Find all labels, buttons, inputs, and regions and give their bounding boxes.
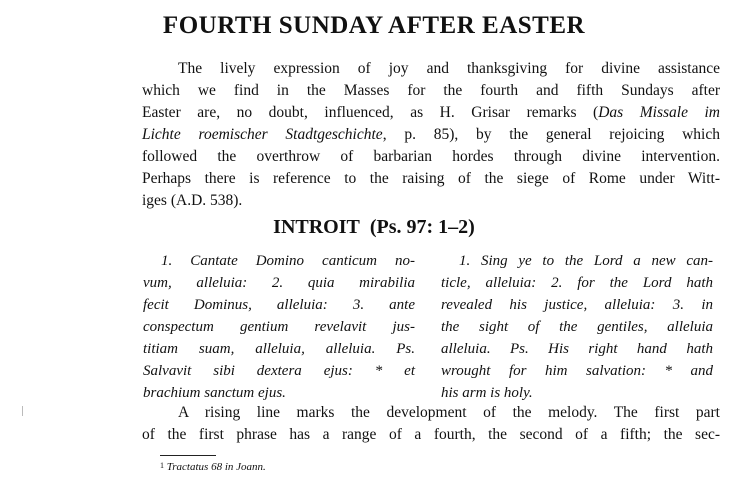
english-text-column [441,250,713,404]
book-title-italic: Lichte roemischer Stadtgeschichte [142,126,383,143]
footnote-rule [160,455,216,456]
english-line: ticle, alleluia: 2. for the Lord hath [441,275,713,291]
intro-line: followed the overthrow of barbarian hordes through divine intervention. [142,148,720,165]
footnote-marker: 1 [160,461,164,470]
footnote-text: Tractatus 68 in Joann. [166,461,266,473]
footnote [160,461,266,473]
english-line: alleluia. Ps. His right hand hath [441,341,713,357]
latin-text-column [143,250,415,404]
intro-line: iges (A.D. 538). [142,192,243,209]
latin-line: Salvavit sibi dextera ejus: * et [143,363,415,379]
body-line: of the first phrase has a range of a fourth, the second of a fifth; the sec- [142,426,720,443]
intro-line: which we find in the Masses for the fourth and fifth Sundays after [142,82,720,99]
latin-line: brachium sanctum ejus. [143,385,286,401]
intro-paragraph [142,58,720,212]
introit-heading: INTROIT (Ps. 97: 1–2) [273,216,475,238]
latin-line: fecit Dominus, alleluia: 3. ante [143,297,415,313]
body-line: A rising line marks the development of the melody. The first part [178,404,720,421]
intro-line: The lively expression of joy and thanksgiving for divine assistance [178,60,720,77]
latin-line: 1. Cantate Domino canticum no- [161,253,415,269]
english-line: the sight of the gentiles, alleluia [441,319,713,335]
latin-line: titiam suam, alleluia, alleluia. Ps. [143,341,415,357]
english-line: wrought for him salvation: * and [441,363,713,379]
english-line: revealed his justice, alleluia: 3. in [441,297,713,313]
english-line: his arm is holy. [441,385,533,401]
introit-reference: (Ps. 97: 1–2) [369,216,475,238]
melody-paragraph [142,402,720,446]
english-line: 1. Sing ye to the Lord a new can- [459,253,713,269]
intro-line: Perhaps there is reference to the raising of the siege of Rome under Witt- [142,170,720,187]
book-title-italic: Das Missale im [598,104,720,121]
page-title: FOURTH SUNDAY AFTER EASTER [162,12,586,39]
intro-line: Lichte roemischer Stadtgeschichte, p. 85), by the general rejoicing which [142,126,720,143]
margin-mark [22,406,23,416]
latin-line: conspectum gentium revelavit jus- [143,319,415,335]
intro-line: Easter are, no doubt, influenced, as H. Grisar remarks (Das Missale im [142,104,720,121]
latin-line: vum, alleluia: 2. quia mirabilia [143,275,415,291]
